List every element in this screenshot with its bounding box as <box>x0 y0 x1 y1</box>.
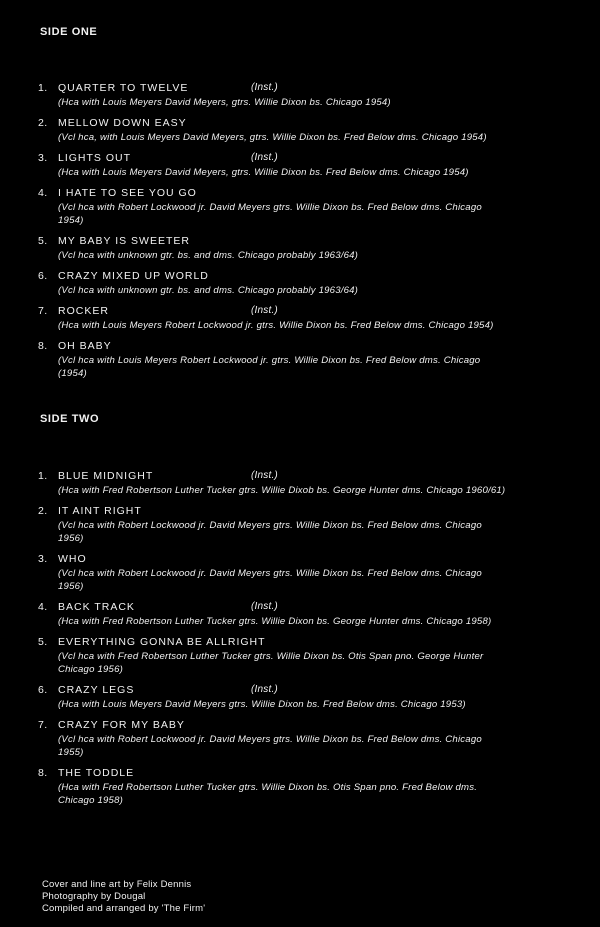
track-title: EVERYTHING GONNA BE ALLRIGHT <box>58 636 266 648</box>
track-title: BACK TRACK <box>58 601 135 613</box>
track-number: 3. <box>38 152 48 164</box>
track-credits: (Vcl hca with Louis Meyers Robert Lockwood jr. gtrs. Willie Dixon bs. Fred Below dms. Chicago (1954) <box>58 355 481 379</box>
track-title: QUARTER TO TWELVE <box>58 82 189 94</box>
track-credits: (Hca with Louis Meyers David Meyers, gtrs. Willie Dixon bs. Fred Below dms. Chicago 1954) <box>58 167 469 178</box>
track-number: 6. <box>38 270 48 282</box>
track-title: MELLOW DOWN EASY <box>58 117 187 129</box>
track-note: (Inst.) <box>251 684 278 695</box>
track-number: 6. <box>38 684 48 696</box>
track-title: I HATE TO SEE YOU GO <box>58 187 197 199</box>
track-credits: (Vcl hca with Robert Lockwood jr. David Meyers gtrs. Willie Dixon bs. Fred Below dms. Chicago 1954) <box>58 202 482 226</box>
track-number: 2. <box>38 117 48 129</box>
track-item <box>38 470 578 497</box>
track-credits: (Hca with Fred Robertson Luther Tucker gtrs. Willie Dixon bs. George Hunter dms. Chicago 1958) <box>58 616 492 627</box>
track-title: WHO <box>58 553 87 565</box>
track-credits: (Hca with Fred Robertson Luther Tucker gtrs. Willie Dixon bs. Otis Span pno. Fred Below dms. Chicago 1958) <box>58 782 478 806</box>
track-credits: (Hca with Louis Meyers David Meyers gtrs. Willie Dixon bs. Fred Below dms. Chicago 1953) <box>58 699 466 710</box>
track-credits: (Vcl hca with Fred Robertson Luther Tucker gtrs. Willie Dixon bs. Otis Span pno. George Hunter Chicago 1956) <box>58 651 484 675</box>
track-item <box>38 684 578 711</box>
track-number: 7. <box>38 305 48 317</box>
track-credits: (Vcl hca with unknown gtr. bs. and dms. Chicago probably 1963/64) <box>58 285 359 296</box>
track-note: (Inst.) <box>251 82 278 93</box>
track-title: LIGHTS OUT <box>58 152 132 164</box>
track-title: OH BABY <box>58 340 112 352</box>
track-item <box>38 719 578 759</box>
track-item <box>38 553 578 593</box>
track-title: THE TODDLE <box>58 767 135 779</box>
track-note: (Inst.) <box>251 305 278 316</box>
track-number: 1. <box>38 470 48 482</box>
track-title: ROCKER <box>58 305 109 317</box>
side-two-track-list <box>38 470 578 815</box>
track-item <box>38 505 578 545</box>
track-credits: (Vcl hca with Robert Lockwood jr. David Meyers gtrs. Willie Dixon bs. Fred Below dms. Chicago 1956) <box>58 520 482 544</box>
track-number: 8. <box>38 340 48 352</box>
track-note: (Inst.) <box>251 152 278 163</box>
track-title: MY BABY IS SWEETER <box>58 235 190 247</box>
track-title: CRAZY FOR MY BABY <box>58 719 185 731</box>
track-credits: (Hca with Louis Meyers David Meyers, gtrs. Willie Dixon bs. Chicago 1954) <box>58 97 391 108</box>
side-one-heading: SIDE ONE <box>40 26 98 38</box>
track-item <box>38 235 578 262</box>
track-credits: (Vcl hca with Robert Lockwood jr. David Meyers gtrs. Willie Dixon bs. Fred Below dms. Chicago 1956) <box>58 568 482 592</box>
track-credits: (Vcl hca with unknown gtr. bs. and dms. Chicago probably 1963/64) <box>58 250 359 261</box>
track-number: 5. <box>38 235 48 247</box>
track-credits: (Hca with Louis Meyers Robert Lockwood jr. gtrs. Willie Dixon bs. Fred Below dms. Chicago 1954) <box>58 320 494 331</box>
track-number: 5. <box>38 636 48 648</box>
track-note: (Inst.) <box>251 470 278 481</box>
track-item <box>38 152 578 179</box>
track-number: 4. <box>38 601 48 613</box>
track-number: 8. <box>38 767 48 779</box>
track-number: 4. <box>38 187 48 199</box>
track-title: CRAZY MIXED UP WORLD <box>58 270 209 282</box>
track-item <box>38 601 578 628</box>
track-number: 1. <box>38 82 48 94</box>
track-credits: (Vcl hca, with Louis Meyers David Meyers, gtrs. Willie Dixon bs. Fred Below dms. Chicago 1954) <box>58 132 487 143</box>
credits-footer <box>42 879 205 915</box>
track-title: BLUE MIDNIGHT <box>58 470 154 482</box>
track-title: IT AINT RIGHT <box>58 505 142 517</box>
track-item <box>38 82 578 109</box>
track-item <box>38 767 578 807</box>
track-number: 3. <box>38 553 48 565</box>
track-note: (Inst.) <box>251 601 278 612</box>
track-item <box>38 305 578 332</box>
cover-art-credit: Cover and line art by Felix Dennis <box>42 879 192 890</box>
track-item <box>38 117 578 144</box>
track-number: 2. <box>38 505 48 517</box>
side-one-track-list <box>38 82 578 388</box>
compiler-credit: Compiled and arranged by 'The Firm' <box>42 903 206 914</box>
track-credits: (Vcl hca with Robert Lockwood jr. David Meyers gtrs. Willie Dixon bs. Fred Below dms. Chicago 1955) <box>58 734 482 758</box>
track-number: 7. <box>38 719 48 731</box>
photography-credit: Photography by Dougal <box>42 891 146 902</box>
track-credits: (Hca with Fred Robertson Luther Tucker gtrs. Willie Dixob bs. George Hunter dms. Chicago 1960/61) <box>58 485 506 496</box>
track-title: CRAZY LEGS <box>58 684 135 696</box>
side-two-heading: SIDE TWO <box>40 413 100 425</box>
track-item <box>38 636 578 676</box>
track-item <box>38 187 578 227</box>
track-item <box>38 270 578 297</box>
track-item <box>38 340 578 380</box>
